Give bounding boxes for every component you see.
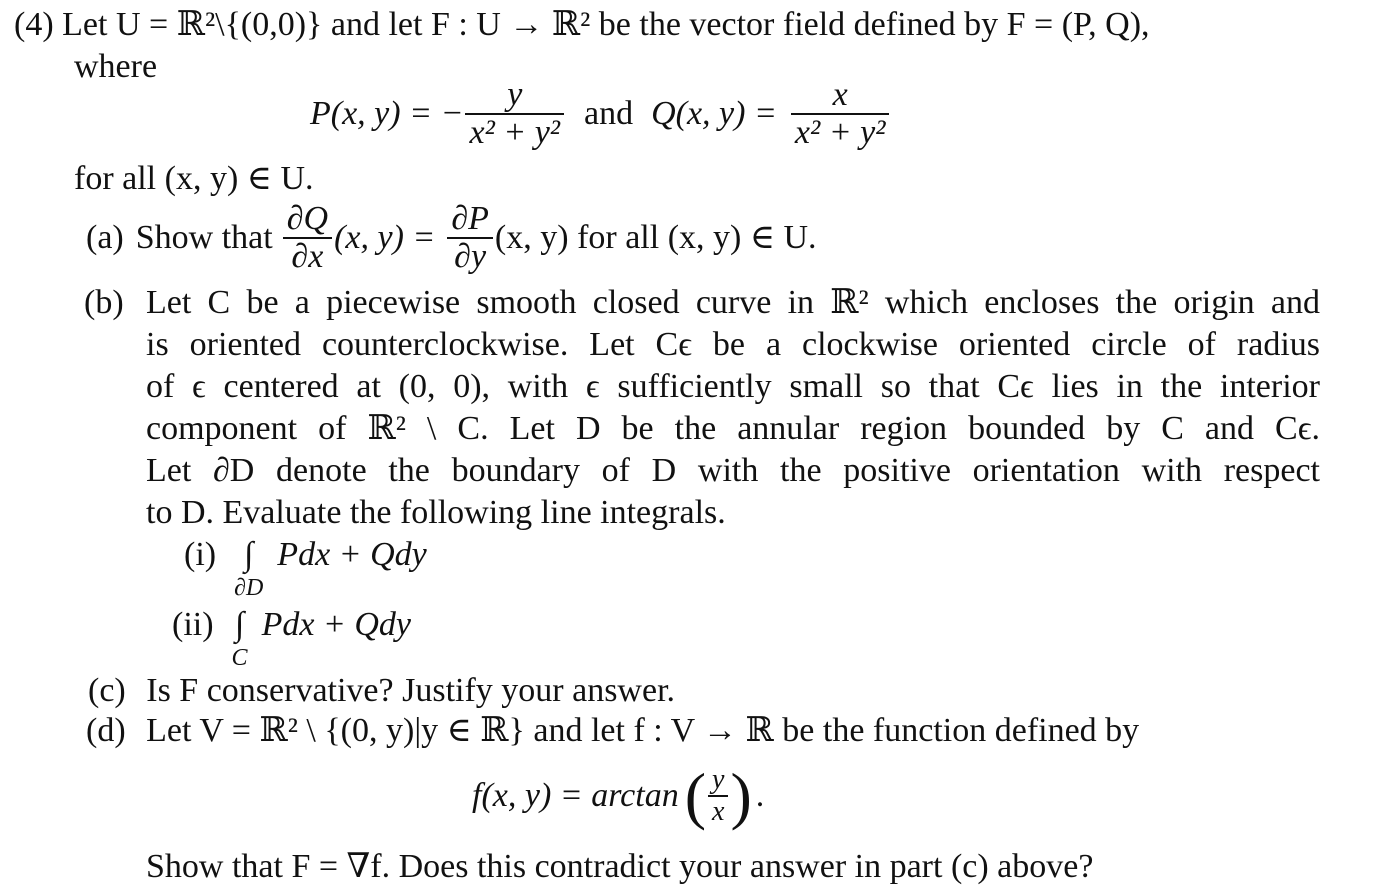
part-c-text: Is F conservative? Justify your answer. <box>146 672 676 709</box>
problem-number: (4) <box>14 6 54 43</box>
def-q-numerator: x <box>832 76 848 113</box>
part-b-line-3: of ϵ centered at (0, 0), with ϵ sufficiently small so that Cϵ lies in the interior <box>146 368 1320 405</box>
part-b-line-6: to D. Evaluate the following line integrals. <box>146 494 726 531</box>
part-c <box>88 670 675 712</box>
part-b-ii <box>172 604 411 670</box>
arctan-numerator: y <box>712 764 725 795</box>
part-a <box>86 196 817 280</box>
part-b-body <box>146 282 1320 534</box>
part-b-line-2: is oriented counterclockwise. Let Cϵ be a clockwise oriented circle of radius <box>146 326 1320 363</box>
part-d-label: (d) <box>86 712 126 749</box>
integral-sign: ∫ <box>244 536 254 573</box>
part-a-middle: (x, y) = <box>334 219 436 256</box>
for-all-line <box>74 158 314 200</box>
part-b-i <box>184 534 427 600</box>
def-q-fraction <box>791 77 890 151</box>
part-b-i-integrand: Pdx + Qdy <box>277 536 427 573</box>
dx-denominator: ∂x <box>291 238 324 275</box>
dp-dy-fraction <box>447 201 493 275</box>
right-paren: ) <box>730 760 752 831</box>
integral-sign: ∫ <box>234 606 245 643</box>
integral-subscript-dd: ∂D <box>234 575 264 601</box>
problem-where <box>74 46 157 88</box>
part-d-final <box>146 846 1093 888</box>
part-b-ii-label: (ii) <box>172 606 214 643</box>
part-a-label: (a) <box>86 219 124 256</box>
part-a-tail: (x, y) for all (x, y) ∈ U. <box>494 219 817 256</box>
part-b-label: (b) <box>84 284 124 321</box>
def-p-lhs: P(x, y) = − <box>310 95 464 132</box>
part-b-line-1: Let C be a piecewise smooth closed curve in ℝ² which encloses the origin and <box>146 284 1320 321</box>
dy-denominator: ∂y <box>454 238 487 275</box>
def-q-denominator: x² + y² <box>794 114 886 151</box>
for-all-text: for all (x, y) ∈ U. <box>74 160 314 197</box>
def-p-fraction <box>465 77 564 151</box>
integral-over-boundary-d <box>234 534 263 600</box>
def-p-numerator: y <box>507 76 523 113</box>
part-b-i-label: (i) <box>184 536 217 573</box>
dp-numerator: ∂P <box>451 200 489 237</box>
dq-numerator: ∂Q <box>286 200 329 237</box>
def-p-denominator: x² + y² <box>469 114 560 151</box>
part-d-text: Let V = ℝ² \ {(0, y)|y ∈ ℝ} and let f : V → ℝ be the function defined by <box>146 712 1140 749</box>
y-over-x-fraction <box>708 765 728 827</box>
part-b-ii-integrand: Pdx + Qdy <box>261 606 412 643</box>
integral-over-c <box>232 604 248 670</box>
arctan-denominator: x <box>712 796 725 827</box>
problem-intro-line <box>14 4 1150 46</box>
def-q-lhs: Q(x, y) = <box>651 95 777 132</box>
part-d-final-text: Show that F = ∇f. Does this contradict your answer in part (c) above? <box>146 848 1094 885</box>
where-text: where <box>74 48 158 85</box>
part-d <box>86 710 1139 752</box>
part-c-label: (c) <box>88 672 126 709</box>
arctan-period: . <box>755 777 765 814</box>
part-a-text: Show that <box>135 219 273 256</box>
problem-intro-text: Let U = ℝ²\{(0,0)} and let F : U → ℝ² be the vector field defined by F = (P, Q), <box>62 6 1150 43</box>
part-b-line-4: component of ℝ² \ C. Let D be the annular region bounded by C and Cϵ. <box>146 410 1320 447</box>
part-b-line-5: Let ∂D denote the boundary of D with the positive orientation with respect <box>146 452 1320 489</box>
left-paren: ( <box>684 760 707 831</box>
arctan-definition <box>472 756 764 836</box>
def-and: and <box>584 95 634 132</box>
integral-subscript-c: C <box>231 645 248 671</box>
definition-equation <box>310 74 891 154</box>
arctan-lhs: f(x, y) = arctan <box>472 777 679 814</box>
dq-dx-fraction <box>283 201 332 275</box>
